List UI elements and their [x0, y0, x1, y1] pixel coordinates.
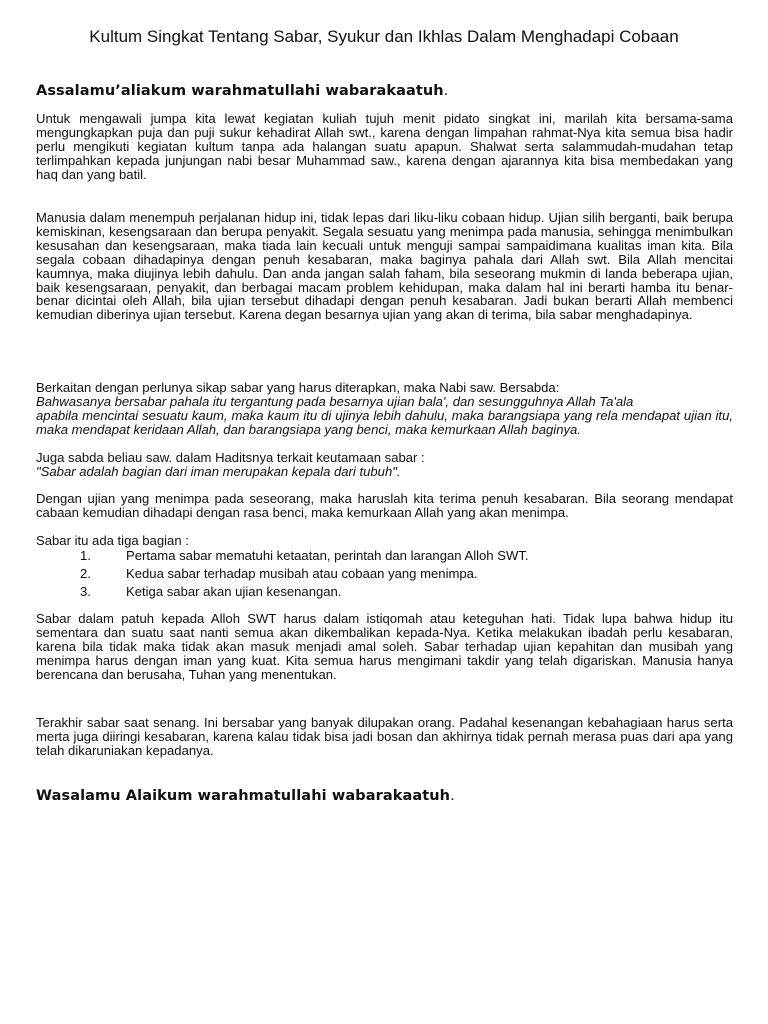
- hadith-quote-line1: Bahwasanya bersabar pahala itu tergantung pada besarnya ujian bala', dan sesungguhnya Allah Ta'ala: [36, 394, 634, 409]
- closing-greeting: [36, 788, 455, 804]
- opening-greeting: [36, 83, 448, 99]
- opening-greeting-punct: .: [443, 83, 449, 99]
- second-hadith-intro: Juga sabda beliau saw. dalam Haditsnya terkait keutamaan sabar :: [36, 450, 425, 465]
- document-title: Kultum Singkat Tentang Sabar, Syukur dan Ikhlas Dalam Menghadapi Cobaan: [89, 27, 679, 46]
- opening-greeting-text: Assalamu’aliakum warahmatullahi wabarakaatuh: [36, 83, 444, 99]
- paragraph-opening: Untuk mengawali jumpa kita lewat kegiatan kuliah tujuh menit pidato singkat ini, marilah kita bersama-sama mengungkapkan puja dan puji sukur kehadirat Allah swt., karena dengan limpahan rahmat-Nya kita semua bisa hadir perlu mengikuti kegiatan kultum tanpa ada halangan suatu apapun. Shalwat serta salammudah-mudahan tetap terlimpahkan kepada junjungan nabi besar Muhammad saw., karena dengan ajarannya kita bisa membedakan yang haq dan yang batil.: [36, 111, 733, 182]
- hadith-quote-rest: apabila mencintai sesuatu kaum, maka kaum itu di ujinya lebih dahulu, maka barangsiapa yang rela mendapat ujian itu, maka mendapat keridaan Allah, dan barangsiapa yang benci, maka kemurkaan Allah baginya.: [36, 408, 733, 437]
- second-hadith-quote: "Sabar adalah bagian dari iman merupakan kepala dari tubuh".: [36, 464, 401, 479]
- patience-types-list: [36, 547, 733, 601]
- paragraph-acceptance: Dengan ujian yang menimpa pada seseorang, maka haruslah kita terima penuh kesabaran. Bila seorang mendapat cabaan kemudian dihadapi dengan rasa benci, maka kemurkaan Allah yang akan menimpa.: [36, 491, 733, 520]
- paragraph-istiqomah: Sabar dalam patuh kepada Alloh SWT harus dalam istiqomah atau keteguhan hati. Tidak lupa bahwa hidup itu sementara dan suatu saat nanti semua akan dikembalikan kepada-Nya. Ketika melakukan ibadah perlu kesabaran, karena bila tidak maka tidak akan masuk menjadi amal soleh. Sabar terhadap ujian kepahitan dan musibah yang menimpa harus dengan iman yang kuat. Kita semua harus mengimani takdir yang telah digariskan. Manusia hanya berencana dan berusaha, Tuhan yang menentukan.: [36, 611, 733, 682]
- list-intro: Sabar itu ada tiga bagian :: [36, 533, 189, 548]
- paragraph-hadith-intro: Berkaitan dengan perlunya sikap sabar yang harus diterapkan, maka Nabi saw. Bersabda:: [36, 380, 560, 395]
- paragraph-trials: Manusia dalam menempuh perjalanan hidup ini, tidak lepas dari liku-liku cobaan hidup. Ujian silih berganti, baik berupa kemiskinan, kesengsaraan dan berupa penyakit. Segala sesuatu yang menimpa pada manusia, sehingga menimbulkan kesusahan dan kesengsaraan, maka tiada lain kecuali untuk menguji sampai sampaidimana kualitas iman kita. Bila segala cobaan dihadapinya dengan penuh kesabaran, maka baginya pahala dari Allah swt. Bila Allah mencitai kaumnya, maka diujinya lebih dahulu. Dan anda jangan salah faham, bila seseorang mukmin di landa beberapa ujian, baik kesengsaraan, penyakit, dan berbagai macam problem kehidupan, maka dalam hal ini berarti hamba itu benar-benar dicintai oleh Allah, bila ujian tersebut dihadapi dengan penuh kesabaran. Jadi bukan berarti Allah membenci kemudian diberinya ujian tersebut. Karena degan besarnya ujian yang akan di terima, bila sabar menghadapinya.: [36, 210, 733, 323]
- closing-greeting-punct: .: [450, 788, 455, 804]
- closing-greeting-text: Wasalamu Alaikum warahmatullahi wabarakaatuh: [36, 788, 451, 804]
- list-item: 1. Pertama sabar mematuhi ketaatan, perintah dan larangan Alloh SWT.: [80, 548, 529, 563]
- list-item: 3. Ketiga sabar akan ujian kesenangan.: [80, 584, 342, 599]
- list-item: 2. Kedua sabar terhadap musibah atau cobaan yang menimpa.: [80, 566, 478, 581]
- paragraph-closing: Terakhir sabar saat senang. Ini bersabar yang banyak dilupakan orang. Padahal kesenangan kebahagiaan harus serta merta juga diiringi kesabaran, karena kalau tidak bisa jadi bosan dan akhirnya tidak pernah merasa puas dari apa yang telah dikaruniakan kepadanya.: [36, 715, 733, 758]
